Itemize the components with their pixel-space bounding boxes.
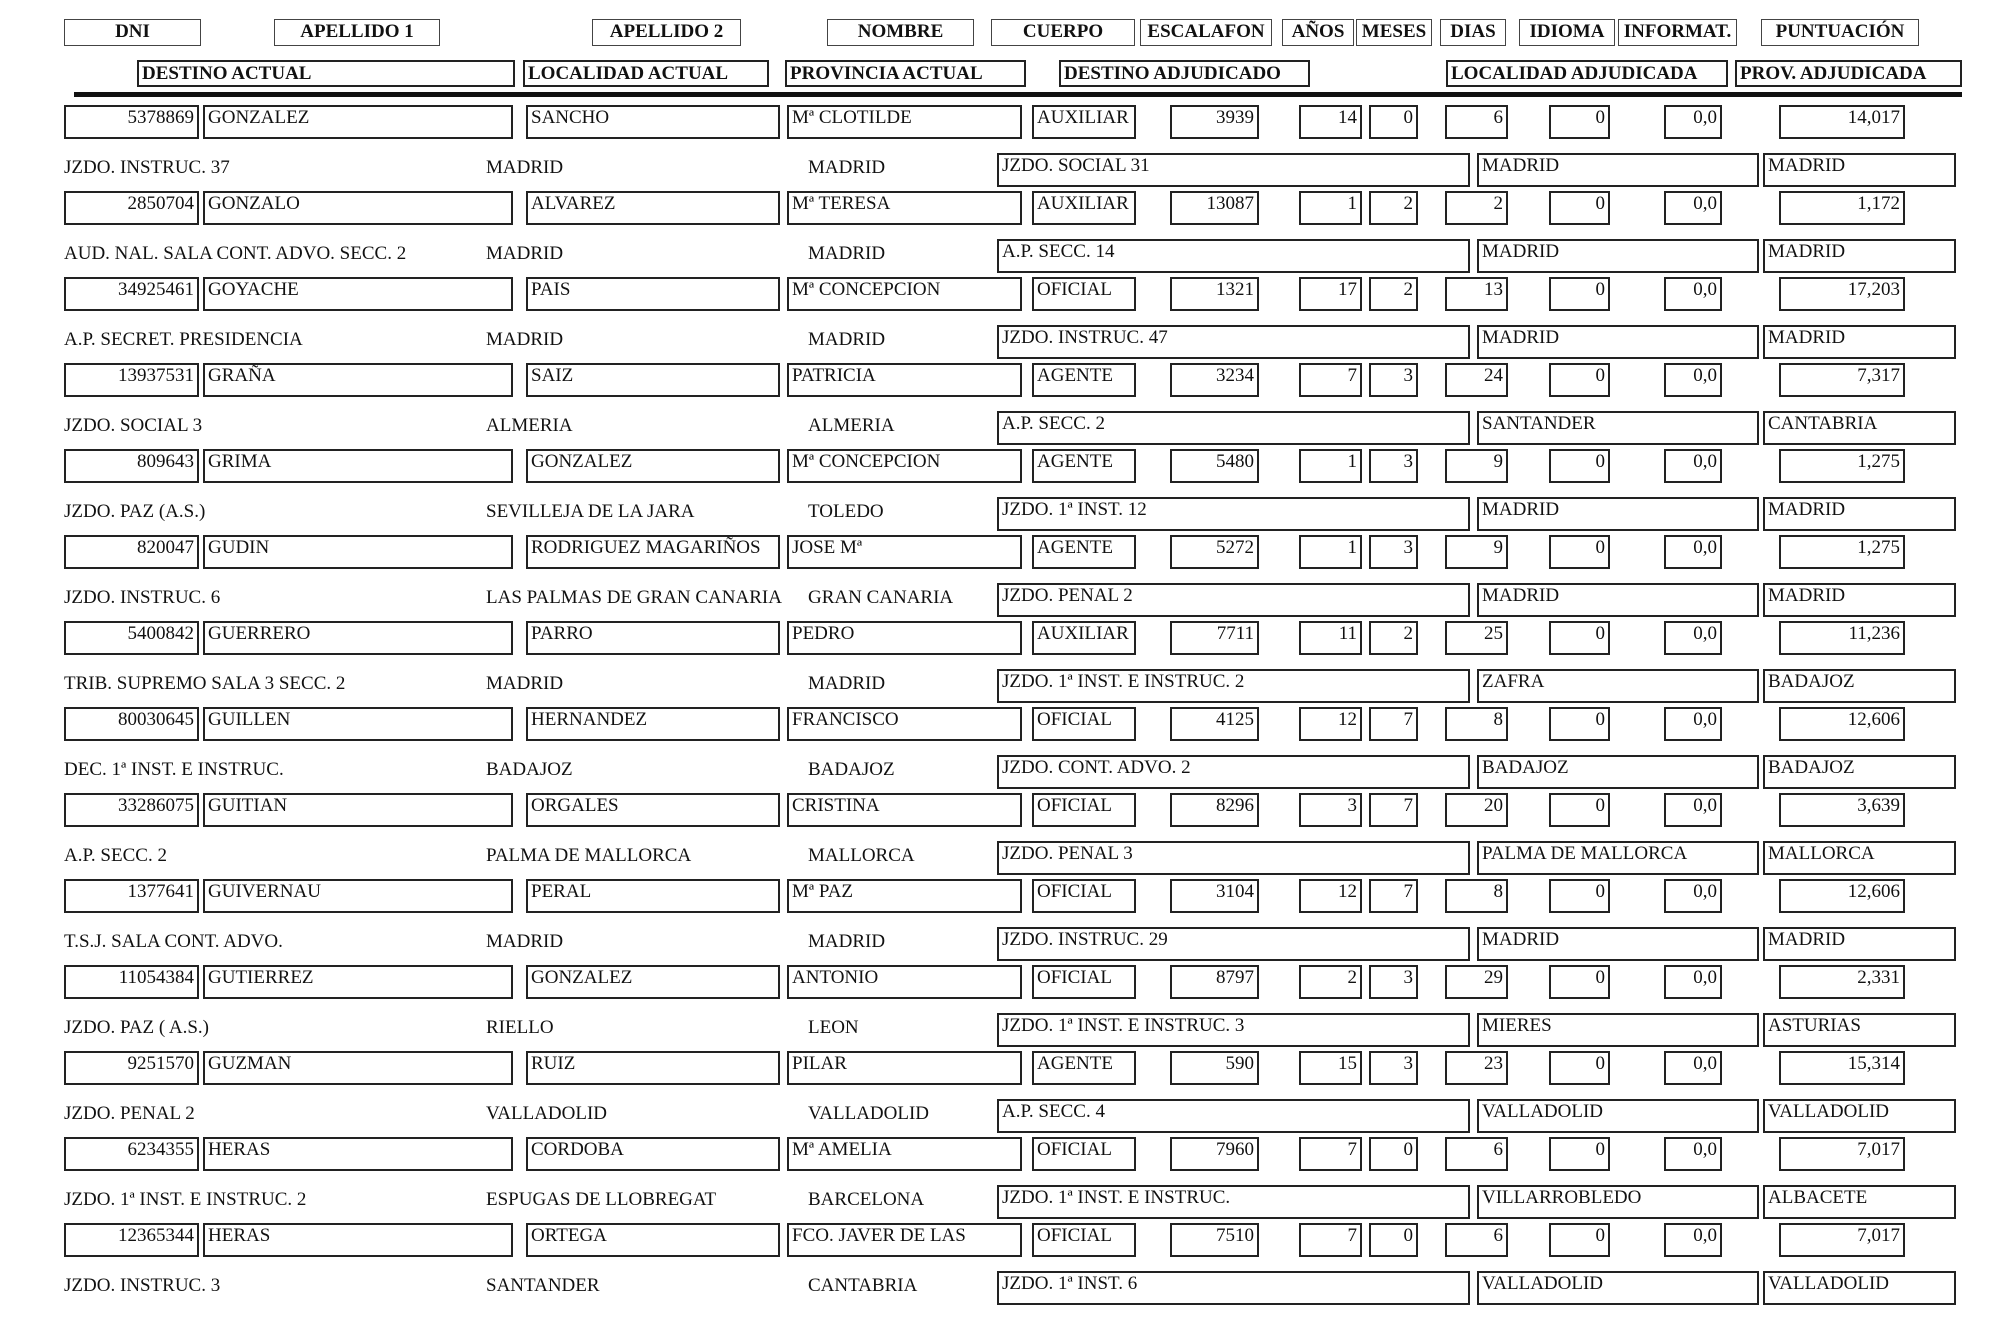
field-puntuacion: 17,203 <box>1779 277 1905 311</box>
field-destino_actual: JZDO. PAZ ( A.S.) <box>64 1017 209 1038</box>
field-escalafon: 5272 <box>1170 535 1259 569</box>
field-destino_actual: JZDO. INSTRUC. 3 <box>64 1275 221 1296</box>
field-dni: 809643 <box>64 449 199 483</box>
field-informat: 0,0 <box>1664 793 1722 827</box>
field-puntuacion: 12,606 <box>1779 879 1905 913</box>
field-localidad_actual: PALMA DE MALLORCA <box>486 845 692 866</box>
field-dias: 6 <box>1445 1223 1508 1257</box>
field-destino_actual: JZDO. SOCIAL 3 <box>64 415 203 436</box>
field-destino_actual: JZDO. INSTRUC. 37 <box>64 157 230 178</box>
field-destino_actual: AUD. NAL. SALA CONT. ADVO. SECC. 2 <box>64 243 407 264</box>
field-meses: 3 <box>1369 965 1418 999</box>
field-anos: 17 <box>1299 277 1362 311</box>
field-destino_actual: A.P. SECRET. PRESIDENCIA <box>64 329 303 350</box>
field-dni: 13937531 <box>64 363 199 397</box>
field-anos: 15 <box>1299 1051 1362 1085</box>
field-puntuacion: 1,275 <box>1779 449 1905 483</box>
field-dni: 6234355 <box>64 1137 199 1171</box>
field-prov_adj: MALLORCA <box>1763 841 1956 875</box>
field-destino_actual: A.P. SECC. 2 <box>64 845 167 866</box>
field-nombre: PATRICIA <box>787 363 1022 397</box>
field-meses: 0 <box>1369 1223 1418 1257</box>
field-localidad_adj: MADRID <box>1477 153 1759 187</box>
header-5: ESCALAFON <box>1140 19 1272 46</box>
field-provincia_actual: BARCELONA <box>808 1189 925 1210</box>
header-6: AÑOS <box>1282 19 1354 46</box>
field-localidad_adj: MADRID <box>1477 497 1759 531</box>
field-localidad_actual: MADRID <box>486 243 564 264</box>
field-destino_adj: JZDO. 1ª INST. E INSTRUC. <box>997 1185 1470 1219</box>
field-dni: 1377641 <box>64 879 199 913</box>
field-dias: 6 <box>1445 105 1508 139</box>
field-apellido1: HERAS <box>203 1223 513 1257</box>
field-provincia_actual: TOLEDO <box>808 501 884 522</box>
field-provincia_actual: MADRID <box>808 329 886 350</box>
field-meses: 7 <box>1369 707 1418 741</box>
field-meses: 3 <box>1369 449 1418 483</box>
field-prov_adj: MADRID <box>1763 239 1956 273</box>
field-provincia_actual: MADRID <box>808 673 886 694</box>
field-puntuacion: 7,317 <box>1779 363 1905 397</box>
header2-4: LOCALIDAD ADJUDICADA <box>1446 60 1728 87</box>
header-10: INFORMAT. <box>1618 19 1737 46</box>
field-meses: 0 <box>1369 105 1418 139</box>
field-apellido1: HERAS <box>203 1137 513 1171</box>
field-localidad_actual: VALLADOLID <box>486 1103 608 1124</box>
field-destino_adj: A.P. SECC. 4 <box>997 1099 1470 1133</box>
field-apellido1: GOYACHE <box>203 277 513 311</box>
field-localidad_adj: PALMA DE MALLORCA <box>1477 841 1759 875</box>
field-destino_adj: JZDO. 1ª INST. 12 <box>997 497 1470 531</box>
field-apellido2: ORGALES <box>526 793 780 827</box>
field-cuerpo: AUXILIAR <box>1032 621 1136 655</box>
field-nombre: Mª CONCEPCION <box>787 277 1022 311</box>
field-localidad_adj: VALLADOLID <box>1477 1099 1759 1133</box>
field-prov_adj: BADAJOZ <box>1763 755 1956 789</box>
field-anos: 12 <box>1299 879 1362 913</box>
field-nombre: Mª TERESA <box>787 191 1022 225</box>
field-localidad_adj: VALLADOLID <box>1477 1271 1759 1305</box>
field-dni: 33286075 <box>64 793 199 827</box>
field-dni: 820047 <box>64 535 199 569</box>
field-prov_adj: MADRID <box>1763 583 1956 617</box>
field-apellido1: GUIVERNAU <box>203 879 513 913</box>
field-destino_actual: DEC. 1ª INST. E INSTRUC. <box>64 759 284 780</box>
field-provincia_actual: CANTABRIA <box>808 1275 918 1296</box>
field-dias: 20 <box>1445 793 1508 827</box>
field-cuerpo: AGENTE <box>1032 449 1136 483</box>
field-apellido2: PARRO <box>526 621 780 655</box>
field-idioma: 0 <box>1549 277 1610 311</box>
field-dni: 12365344 <box>64 1223 199 1257</box>
field-informat: 0,0 <box>1664 191 1722 225</box>
field-cuerpo: AGENTE <box>1032 1051 1136 1085</box>
field-puntuacion: 7,017 <box>1779 1223 1905 1257</box>
field-apellido1: GUILLEN <box>203 707 513 741</box>
field-meses: 3 <box>1369 535 1418 569</box>
field-localidad_actual: MADRID <box>486 157 564 178</box>
field-provincia_actual: MADRID <box>808 243 886 264</box>
field-dni: 5400842 <box>64 621 199 655</box>
field-escalafon: 8296 <box>1170 793 1259 827</box>
field-destino_actual: T.S.J. SALA CONT. ADVO. <box>64 931 283 952</box>
field-idioma: 0 <box>1549 965 1610 999</box>
field-meses: 3 <box>1369 1051 1418 1085</box>
field-dias: 9 <box>1445 535 1508 569</box>
field-meses: 3 <box>1369 363 1418 397</box>
field-meses: 7 <box>1369 879 1418 913</box>
field-puntuacion: 2,331 <box>1779 965 1905 999</box>
field-puntuacion: 12,606 <box>1779 707 1905 741</box>
header2-1: LOCALIDAD ACTUAL <box>523 60 769 87</box>
field-idioma: 0 <box>1549 449 1610 483</box>
field-idioma: 0 <box>1549 191 1610 225</box>
field-cuerpo: OFICIAL <box>1032 707 1136 741</box>
field-prov_adj: MADRID <box>1763 153 1956 187</box>
field-informat: 0,0 <box>1664 1051 1722 1085</box>
field-apellido2: PAIS <box>526 277 780 311</box>
field-apellido1: GONZALEZ <box>203 105 513 139</box>
header-3: NOMBRE <box>827 19 974 46</box>
field-nombre: Mª PAZ <box>787 879 1022 913</box>
header2-3: DESTINO ADJUDICADO <box>1059 60 1310 87</box>
field-cuerpo: OFICIAL <box>1032 1137 1136 1171</box>
field-destino_adj: JZDO. 1ª INST. E INSTRUC. 3 <box>997 1013 1470 1047</box>
field-dias: 2 <box>1445 191 1508 225</box>
field-destino_adj: JZDO. INSTRUC. 29 <box>997 927 1470 961</box>
field-prov_adj: VALLADOLID <box>1763 1271 1956 1305</box>
field-localidad_adj: VILLARROBLEDO <box>1477 1185 1759 1219</box>
field-provincia_actual: ALMERIA <box>808 415 895 436</box>
field-dias: 8 <box>1445 879 1508 913</box>
field-idioma: 0 <box>1549 1137 1610 1171</box>
field-apellido2: RUIZ <box>526 1051 780 1085</box>
field-localidad_actual: BADAJOZ <box>486 759 573 780</box>
field-anos: 7 <box>1299 1137 1362 1171</box>
header-4: CUERPO <box>991 19 1135 46</box>
field-localidad_actual: RIELLO <box>486 1017 554 1038</box>
field-nombre: JOSE Mª <box>787 535 1022 569</box>
field-apellido1: GUITIAN <box>203 793 513 827</box>
field-destino_actual: JZDO. 1ª INST. E INSTRUC. 2 <box>64 1189 307 1210</box>
field-apellido2: GONZALEZ <box>526 965 780 999</box>
field-puntuacion: 1,172 <box>1779 191 1905 225</box>
header2-2: PROVINCIA ACTUAL <box>785 60 1026 87</box>
field-informat: 0,0 <box>1664 1137 1722 1171</box>
field-prov_adj: BADAJOZ <box>1763 669 1956 703</box>
field-cuerpo: OFICIAL <box>1032 879 1136 913</box>
field-idioma: 0 <box>1549 707 1610 741</box>
field-cuerpo: OFICIAL <box>1032 965 1136 999</box>
field-nombre: Mª AMELIA <box>787 1137 1022 1171</box>
field-escalafon: 4125 <box>1170 707 1259 741</box>
field-dni: 5378869 <box>64 105 199 139</box>
field-informat: 0,0 <box>1664 707 1722 741</box>
field-destino_adj: JZDO. PENAL 3 <box>997 841 1470 875</box>
field-escalafon: 3939 <box>1170 105 1259 139</box>
field-destino_adj: JZDO. CONT. ADVO. 2 <box>997 755 1470 789</box>
field-dias: 6 <box>1445 1137 1508 1171</box>
field-anos: 1 <box>1299 449 1362 483</box>
field-anos: 11 <box>1299 621 1362 655</box>
field-idioma: 0 <box>1549 879 1610 913</box>
field-idioma: 0 <box>1549 363 1610 397</box>
field-localidad_adj: MADRID <box>1477 583 1759 617</box>
field-apellido2: HERNANDEZ <box>526 707 780 741</box>
field-apellido1: GUERRERO <box>203 621 513 655</box>
field-puntuacion: 15,314 <box>1779 1051 1905 1085</box>
field-apellido2: SANCHO <box>526 105 780 139</box>
field-provincia_actual: BADAJOZ <box>808 759 895 780</box>
field-localidad_adj: BADAJOZ <box>1477 755 1759 789</box>
field-idioma: 0 <box>1549 535 1610 569</box>
field-destino_adj: JZDO. 1ª INST. 6 <box>997 1271 1470 1305</box>
field-nombre: FCO. JAVER DE LAS <box>787 1223 1022 1257</box>
field-anos: 12 <box>1299 707 1362 741</box>
field-localidad_actual: LAS PALMAS DE GRAN CANARIA <box>486 587 782 608</box>
field-puntuacion: 14,017 <box>1779 105 1905 139</box>
field-dni: 2850704 <box>64 191 199 225</box>
field-destino_adj: JZDO. 1ª INST. E INSTRUC. 2 <box>997 669 1470 703</box>
header-11: PUNTUACIÓN <box>1761 19 1919 46</box>
field-meses: 7 <box>1369 793 1418 827</box>
field-anos: 3 <box>1299 793 1362 827</box>
field-localidad_adj: SANTANDER <box>1477 411 1759 445</box>
field-escalafon: 7510 <box>1170 1223 1259 1257</box>
field-escalafon: 7711 <box>1170 621 1259 655</box>
field-provincia_actual: LEON <box>808 1017 859 1038</box>
field-idioma: 0 <box>1549 1051 1610 1085</box>
field-dni: 80030645 <box>64 707 199 741</box>
field-localidad_adj: MADRID <box>1477 325 1759 359</box>
field-provincia_actual: MADRID <box>808 157 886 178</box>
field-apellido2: SAIZ <box>526 363 780 397</box>
field-escalafon: 1321 <box>1170 277 1259 311</box>
field-apellido1: GUZMAN <box>203 1051 513 1085</box>
field-dias: 8 <box>1445 707 1508 741</box>
header2-5: PROV. ADJUDICADA <box>1735 60 1962 87</box>
field-provincia_actual: MADRID <box>808 931 886 952</box>
field-prov_adj: MADRID <box>1763 927 1956 961</box>
field-escalafon: 3234 <box>1170 363 1259 397</box>
field-prov_adj: MADRID <box>1763 325 1956 359</box>
header-divider <box>74 92 1962 97</box>
field-dias: 24 <box>1445 363 1508 397</box>
field-apellido1: GONZALO <box>203 191 513 225</box>
field-localidad_actual: ALMERIA <box>486 415 573 436</box>
field-nombre: CRISTINA <box>787 793 1022 827</box>
field-nombre: Mª CONCEPCION <box>787 449 1022 483</box>
header-1: APELLIDO 1 <box>274 19 440 46</box>
field-localidad_actual: SEVILLEJA DE LA JARA <box>486 501 695 522</box>
field-escalafon: 590 <box>1170 1051 1259 1085</box>
field-dias: 29 <box>1445 965 1508 999</box>
field-apellido2: RODRIGUEZ MAGARIÑOS <box>526 535 780 569</box>
field-prov_adj: MADRID <box>1763 497 1956 531</box>
field-localidad_adj: MADRID <box>1477 239 1759 273</box>
field-informat: 0,0 <box>1664 965 1722 999</box>
field-dias: 13 <box>1445 277 1508 311</box>
field-apellido1: GUTIERREZ <box>203 965 513 999</box>
field-destino_adj: JZDO. PENAL 2 <box>997 583 1470 617</box>
header-0: DNI <box>64 19 201 46</box>
field-dni: 11054384 <box>64 965 199 999</box>
field-dias: 9 <box>1445 449 1508 483</box>
field-provincia_actual: MALLORCA <box>808 845 915 866</box>
field-informat: 0,0 <box>1664 621 1722 655</box>
field-puntuacion: 7,017 <box>1779 1137 1905 1171</box>
field-nombre: PILAR <box>787 1051 1022 1085</box>
header-7: MESES <box>1356 19 1432 46</box>
field-localidad_adj: ZAFRA <box>1477 669 1759 703</box>
field-provincia_actual: GRAN CANARIA <box>808 587 954 608</box>
field-apellido1: GRAÑA <box>203 363 513 397</box>
field-anos: 1 <box>1299 191 1362 225</box>
field-cuerpo: AGENTE <box>1032 363 1136 397</box>
field-nombre: PEDRO <box>787 621 1022 655</box>
field-destino_actual: JZDO. PAZ (A.S.) <box>64 501 206 522</box>
field-anos: 7 <box>1299 363 1362 397</box>
field-idioma: 0 <box>1549 621 1610 655</box>
field-nombre: ANTONIO <box>787 965 1022 999</box>
field-idioma: 0 <box>1549 105 1610 139</box>
field-localidad_actual: ESPUGAS DE LLOBREGAT <box>486 1189 717 1210</box>
field-localidad_adj: MADRID <box>1477 927 1759 961</box>
header-9: IDIOMA <box>1519 19 1615 46</box>
field-localidad_actual: MADRID <box>486 673 564 694</box>
field-escalafon: 13087 <box>1170 191 1259 225</box>
field-dni: 9251570 <box>64 1051 199 1085</box>
field-informat: 0,0 <box>1664 449 1722 483</box>
field-destino_actual: JZDO. PENAL 2 <box>64 1103 195 1124</box>
field-cuerpo: AGENTE <box>1032 535 1136 569</box>
field-escalafon: 8797 <box>1170 965 1259 999</box>
field-meses: 2 <box>1369 277 1418 311</box>
field-prov_adj: VALLADOLID <box>1763 1099 1956 1133</box>
field-anos: 1 <box>1299 535 1362 569</box>
field-localidad_adj: MIERES <box>1477 1013 1759 1047</box>
field-dias: 23 <box>1445 1051 1508 1085</box>
field-cuerpo: OFICIAL <box>1032 793 1136 827</box>
field-informat: 0,0 <box>1664 105 1722 139</box>
field-idioma: 0 <box>1549 793 1610 827</box>
field-cuerpo: OFICIAL <box>1032 1223 1136 1257</box>
field-prov_adj: CANTABRIA <box>1763 411 1956 445</box>
field-nombre: FRANCISCO <box>787 707 1022 741</box>
field-apellido2: PERAL <box>526 879 780 913</box>
field-escalafon: 5480 <box>1170 449 1259 483</box>
field-dias: 25 <box>1445 621 1508 655</box>
field-escalafon: 3104 <box>1170 879 1259 913</box>
field-informat: 0,0 <box>1664 1223 1722 1257</box>
field-prov_adj: ASTURIAS <box>1763 1013 1956 1047</box>
field-puntuacion: 11,236 <box>1779 621 1905 655</box>
field-informat: 0,0 <box>1664 363 1722 397</box>
field-meses: 2 <box>1369 621 1418 655</box>
field-localidad_actual: SANTANDER <box>486 1275 600 1296</box>
field-cuerpo: AUXILIAR <box>1032 191 1136 225</box>
field-destino_adj: A.P. SECC. 2 <box>997 411 1470 445</box>
field-dni: 34925461 <box>64 277 199 311</box>
field-apellido1: GUDIN <box>203 535 513 569</box>
field-prov_adj: ALBACETE <box>1763 1185 1956 1219</box>
field-destino_adj: JZDO. INSTRUC. 47 <box>997 325 1470 359</box>
header-8: DIAS <box>1440 19 1506 46</box>
header-2: APELLIDO 2 <box>592 19 741 46</box>
field-informat: 0,0 <box>1664 879 1722 913</box>
field-informat: 0,0 <box>1664 535 1722 569</box>
field-nombre: Mª CLOTILDE <box>787 105 1022 139</box>
field-anos: 2 <box>1299 965 1362 999</box>
field-cuerpo: AUXILIAR <box>1032 105 1136 139</box>
field-apellido2: GONZALEZ <box>526 449 780 483</box>
field-localidad_actual: MADRID <box>486 931 564 952</box>
field-localidad_actual: MADRID <box>486 329 564 350</box>
field-destino_actual: JZDO. INSTRUC. 6 <box>64 587 221 608</box>
field-escalafon: 7960 <box>1170 1137 1259 1171</box>
field-apellido2: ORTEGA <box>526 1223 780 1257</box>
field-meses: 2 <box>1369 191 1418 225</box>
field-informat: 0,0 <box>1664 277 1722 311</box>
field-idioma: 0 <box>1549 1223 1610 1257</box>
field-apellido1: GRIMA <box>203 449 513 483</box>
field-anos: 7 <box>1299 1223 1362 1257</box>
field-meses: 0 <box>1369 1137 1418 1171</box>
field-destino_actual: TRIB. SUPREMO SALA 3 SECC. 2 <box>64 673 346 694</box>
field-apellido2: CORDOBA <box>526 1137 780 1171</box>
field-puntuacion: 3,639 <box>1779 793 1905 827</box>
field-puntuacion: 1,275 <box>1779 535 1905 569</box>
field-destino_adj: JZDO. SOCIAL 31 <box>997 153 1470 187</box>
field-destino_adj: A.P. SECC. 14 <box>997 239 1470 273</box>
header2-0: DESTINO ACTUAL <box>137 60 515 87</box>
field-provincia_actual: VALLADOLID <box>808 1103 930 1124</box>
field-anos: 14 <box>1299 105 1362 139</box>
field-cuerpo: OFICIAL <box>1032 277 1136 311</box>
field-apellido2: ALVAREZ <box>526 191 780 225</box>
